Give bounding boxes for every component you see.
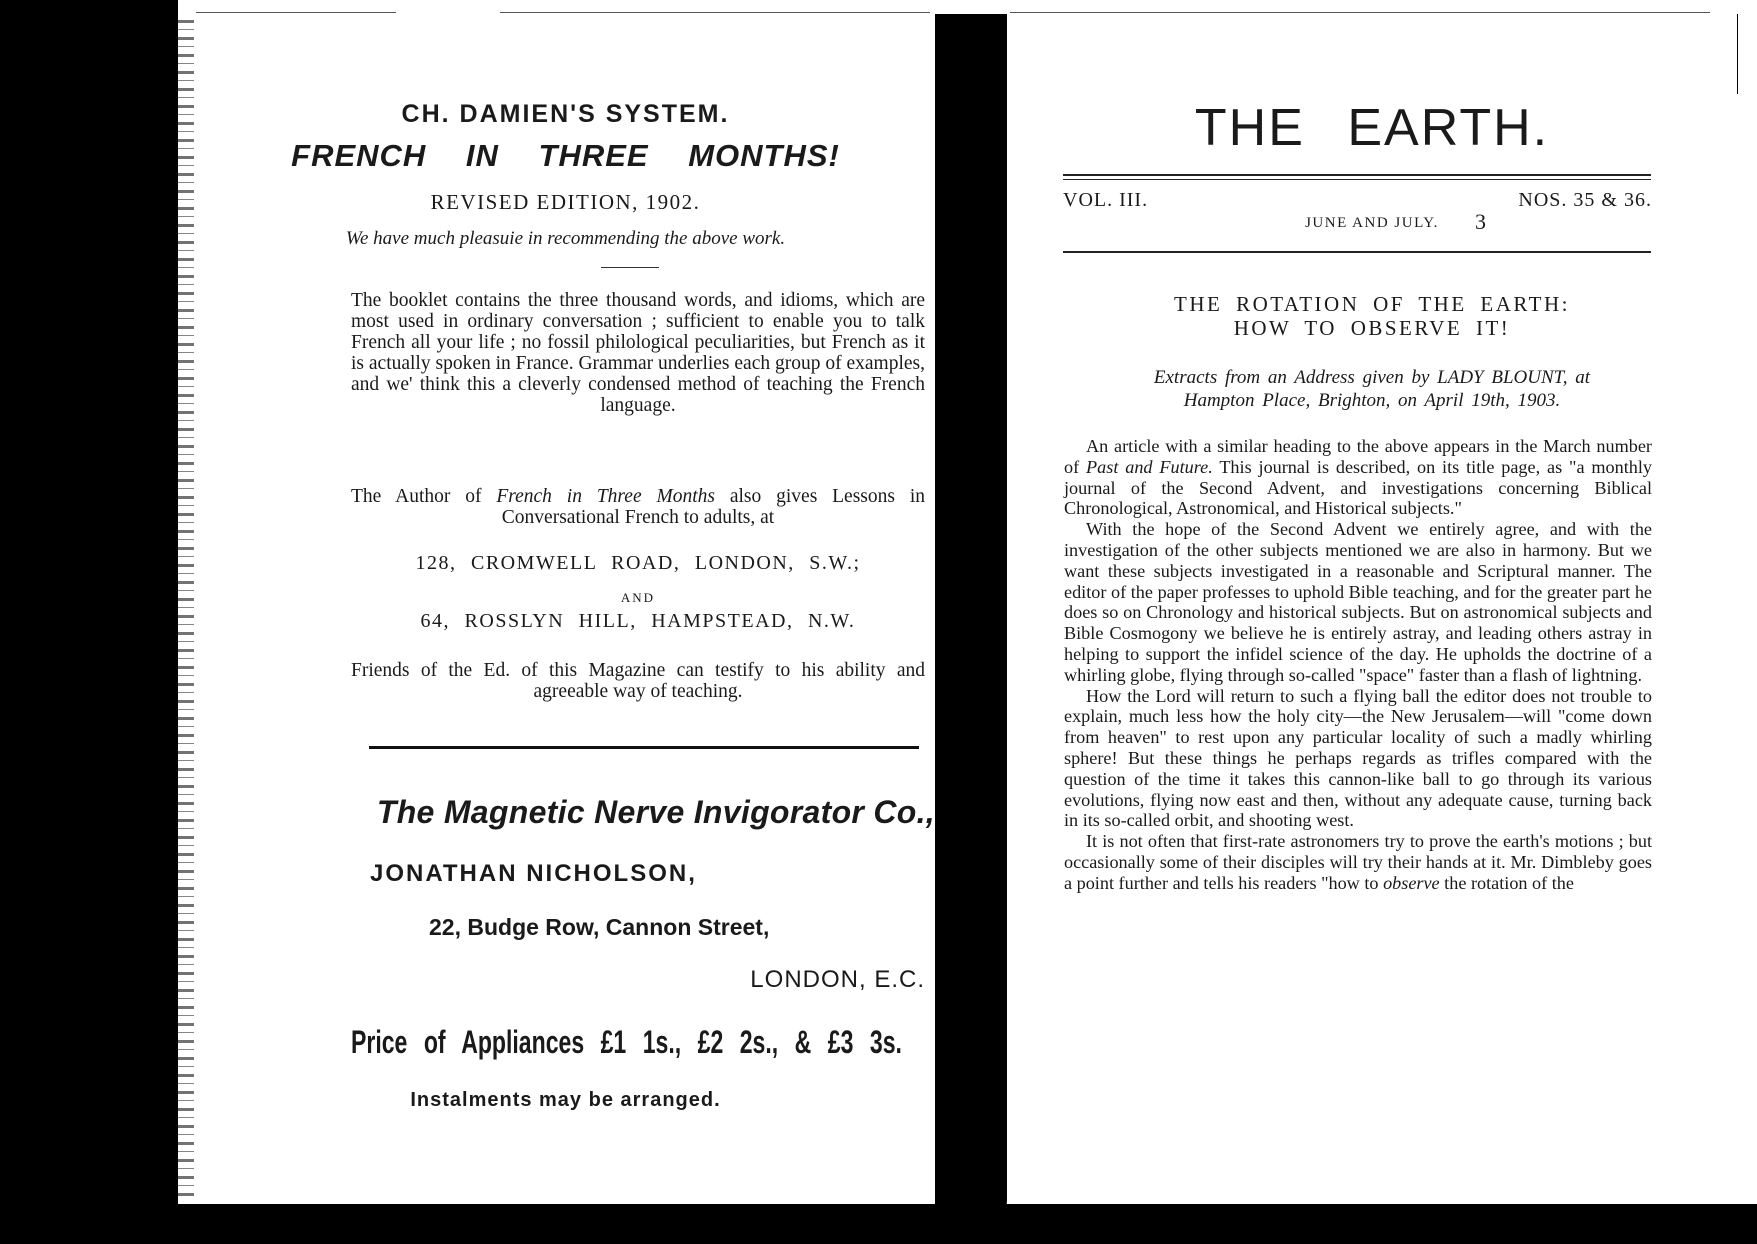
- scan-border-bottom: [160, 1204, 1757, 1244]
- handwritten-mark: 3: [1475, 209, 1486, 234]
- address-rosslyn: 64, ROSSLYN HILL, HAMPSTEAD, N.W.: [420, 610, 856, 632]
- masthead-title: THE EARTH.: [1194, 99, 1550, 157]
- address-cromwell: 128, CROMWELL ROAD, LONDON, S.W.;: [415, 552, 861, 574]
- proprietor-name: JONATHAN NICHOLSON,: [370, 860, 697, 887]
- article-title-line-1: THE ROTATION OF THE EARTH:: [1174, 292, 1570, 316]
- ad-title: FRENCH IN THREE MONTHS!: [291, 138, 840, 173]
- scan-border-left: [0, 0, 178, 1244]
- address-and: AND: [620, 590, 656, 605]
- article-paragraph: With the hope of the Second Advent we entirely agree, and with the investigation of the other subjects mentioned we are also in harmony. But we want these subjects investigated in a reasonable and Scriptural manner. The editor of the paper professes to uphold Bible teaching, and for the greater part he does so on Chronology and historical subjects. But on astronomical subjects and Bible Cosmogony we believe he is entirely astray, and leading others astray in helping to support the infidel science of the day. He upholds the doctrine of a whirling globe, flying through so-called "space" faster than a flash of lightning.: [1064, 519, 1652, 685]
- page-edge-noise: [178, 20, 194, 1200]
- appliance-prices: Price of Appliances £1 1s., £2 2s., & £3 3s.: [351, 1024, 902, 1060]
- subtitle-line-1: Extracts from an Address given by LADY BLOUNT, at: [1153, 367, 1591, 388]
- ad-heading: CH. DAMIEN'S SYSTEM.: [401, 100, 730, 128]
- issue-numbers: NOS. 35 & 36.: [1518, 189, 1652, 211]
- scan-top-line: [196, 12, 396, 13]
- para1-text: An article with a similar heading to the above appears in the March number of: [1064, 436, 1652, 477]
- article-paragraph: [1064, 436, 1652, 519]
- subtitle-line-2: Hampton Place, Brighton, on April 19th, 1903.: [1183, 390, 1561, 411]
- article-paragraph: How the Lord will return to such a flying ball the editor does not trouble to explain, much less how the holy city—the New Jerusalem—will "come down from heaven" to rest upon any particular locality of such a madly whirling sphere! But these things he perhaps regards as trifles compared with the question of the time it takes this cannon-like ball to go through its various evolutions, flying now east and then, without any adequate cause, turning back in its so-called orbit, and shooting west.: [1064, 685, 1652, 831]
- para4-text: It is not often that first-rate astronomers try to prove the earth's motions ; but occasionally some of their disciples will try their hands at it. Mr. Dimbleby goes a point further and tells his readers "how to: [1064, 831, 1652, 893]
- right-page: [1007, 14, 1737, 1204]
- article-title: [1007, 292, 1737, 340]
- left-page: [196, 14, 935, 1204]
- masthead-rule: [1063, 174, 1651, 176]
- company-city: LONDON, E.C.: [750, 966, 925, 993]
- header-rule: [1063, 251, 1651, 253]
- ad-edition: REVISED EDITION, 1902.: [430, 190, 701, 214]
- ad-friends: Friends of the Ed. of this Magazine can testify to his ability and agreeable way of teaching.: [351, 660, 925, 702]
- lessons-book-title: French in Three Months: [496, 486, 715, 507]
- divider: [601, 267, 659, 268]
- company-name: The Magnetic Nerve Invigorator Co.,: [376, 794, 935, 830]
- ad-recommendation: We have much pleasuie in recommending the above work.: [345, 228, 786, 249]
- emphasis-observe: observe: [1383, 872, 1440, 893]
- article-body: [1064, 436, 1652, 894]
- article-subtitle: [1047, 366, 1697, 412]
- article-paragraph: [1064, 831, 1652, 893]
- ad-lessons: [351, 486, 925, 528]
- masthead-rule: [1063, 179, 1651, 180]
- article-title-line-2: HOW TO OBSERVE IT!: [1233, 316, 1511, 340]
- section-divider: [369, 746, 919, 749]
- para4-text-rest: the rotation of the: [1444, 872, 1574, 893]
- journal-title: Past and Future.: [1086, 456, 1213, 477]
- scan-top-line: [1010, 12, 1710, 13]
- volume-number: VOL. III.: [1063, 189, 1149, 211]
- para1-text-rest: This journal is described, on its title page, as "a monthly journal of the Second Advent, and investigations concerning Biblical Chronological, Astronomical, and Historical subjects.": [1064, 456, 1653, 519]
- ad-description: The booklet contains the three thousand words, and idioms, which are most used in ordinary conversation ; sufficient to enable you to talk French all your life ; no fossil philological peculiarities, but French as it is actually spoken in France. Grammar underlies each group of examples, and we' think this a cleverly condensed method of teaching the French language.: [351, 290, 925, 416]
- instalments-note: Instalments may be arranged.: [410, 1089, 721, 1111]
- company-street: 22, Budge Row, Cannon Street,: [429, 914, 770, 940]
- lessons-before: The Author of: [351, 486, 482, 507]
- scan-top-line: [500, 12, 930, 13]
- book-gutter: [935, 14, 1007, 1230]
- issue-date: JUNE AND JULY.: [1305, 215, 1439, 231]
- lessons-after: also gives Lessons in Conversational French to adults, at: [501, 486, 926, 528]
